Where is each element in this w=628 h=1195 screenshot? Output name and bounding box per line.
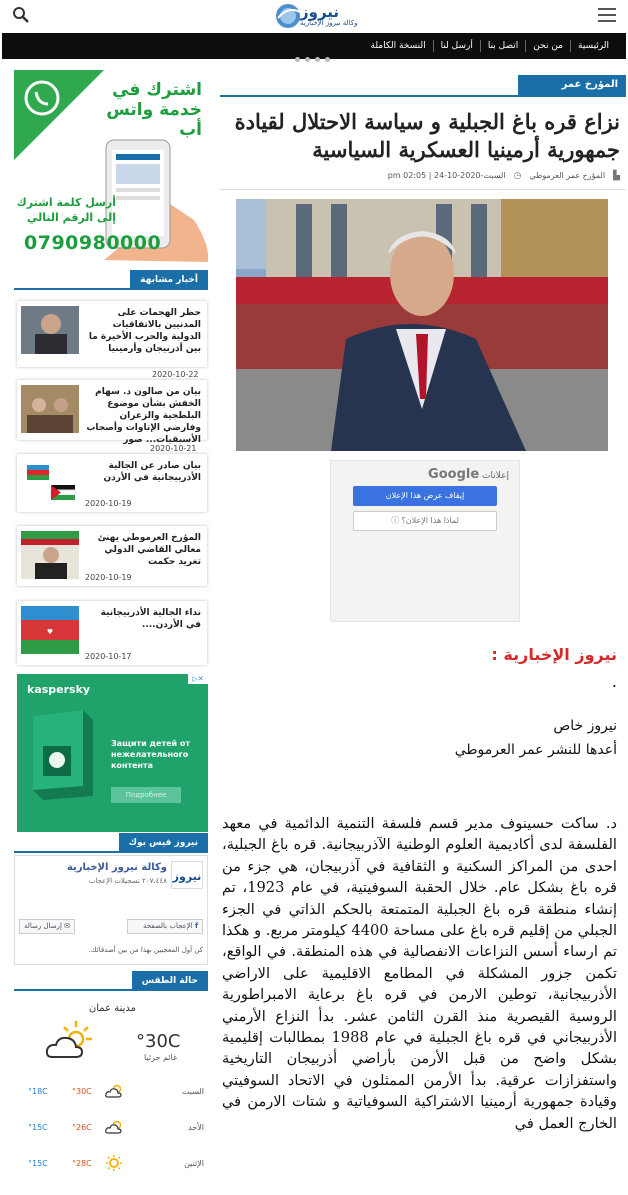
related-thumb — [21, 531, 79, 579]
related-title: نداء الجالية الأذربيجانية في الأردن.... — [100, 608, 201, 630]
whatsapp-banner[interactable] — [14, 70, 208, 262]
facebook-widget — [14, 855, 208, 965]
meta-divider — [220, 189, 626, 190]
ad-choices-icon[interactable]: ▷✕ — [188, 674, 208, 684]
article-body: د. ساكت حسينوف مدير قسم فلسفة التنمية الدائمية في معهد الفلسفة لدى أكاديمية العلوم الوطنية الآذربيجانية. قره باغ الجبلية، احدى من المراكز السكنية و الثقافية في آذربيجان، هي جزء من قره باغ بشكل عام. خلال الحقبة السوفيتية، في عام 1923، تم إنشاء منطقة قره باغ الجبلية المتمتعة بالحكم الذاتي في الجزء الجبلي من إقليم قره باغ على مساحة 4400 كيلومتر مربع. و هكذا تم ارساء أسس النزاعات الانفصالية في هذه المنطقة. في الواقع، تكمن جزور المشكلة في المطامع الاقليمية على الاراضي الأذربيجانية، توطين الارمن في قره باغ برعاية الامبراطورية الروسية القيصرية منذ القرن الثامن عشر. بدأ النزاع الأرمني الأذربيجاني في قره باغ الجبلية في عام 1988 بمطالبات إقليمية بشكل واضح من قبل الأرمن بأراضي أذربيجان التاريخية واستفزازات عرقية. بدأ الأرمن الممثلون في الاتحاد السوفيتي وقيادة جمهورية أرمينيا الاشتراكية السوفياتية و شتات الارمن في الخارج العمل في — [222, 815, 618, 1132]
whatsapp-instructions: أرسل كلمة اشترك إلى الرقم التالي — [16, 196, 116, 224]
clock-icon: ◷ — [513, 171, 522, 181]
stop-ad-button[interactable]: إيقاف عرض هذا الإعلان — [353, 486, 497, 506]
svg-text:♥: ♥ — [46, 628, 54, 636]
author-icon: ▙ — [613, 171, 620, 181]
kaspersky-more-button[interactable]: Подробнее — [111, 787, 181, 803]
weather-temp: °30C — [136, 1031, 181, 1052]
why-ad-button[interactable]: لماذا هذا الإعلان؟ ⓘ — [353, 511, 497, 531]
svg-text:نيروز: نيروز — [172, 870, 202, 883]
weather-city: مدينة عمان — [88, 1003, 136, 1014]
related-title: حظر الهجمات على المدنيين بالاتفاقيات الدولية والحرب الأخيرة ما بين أذربيجان وأرمينيا — [88, 308, 201, 354]
related-item[interactable] — [17, 601, 207, 665]
article-dot: . — [611, 672, 617, 691]
logo-text: نيروز — [300, 3, 340, 21]
related-date: 2020-10-22 — [152, 370, 199, 379]
logo-subtitle: وكالة نيروز الإخبارية — [300, 19, 358, 27]
related-thumb — [21, 385, 79, 433]
related-item[interactable] — [17, 301, 207, 367]
article-meta — [222, 171, 620, 181]
byline-1: نيروز خاص — [553, 718, 617, 734]
google-ad — [330, 460, 520, 622]
related-title: بيان صادر عن الجالية الأذربيجانية في الأردن — [103, 461, 201, 483]
category-tag[interactable]: المؤرخ عمر العرموطي — [518, 75, 626, 95]
nav-about[interactable]: من نحن — [525, 40, 570, 52]
related-date: 2020-10-19 — [85, 573, 132, 582]
kaspersky-product-box — [27, 706, 97, 800]
article-author[interactable]: المؤرخ عمر العرموطي — [529, 171, 606, 180]
related-date: 2020-10-21 — [150, 444, 197, 453]
whatsapp-number: 0790980000 — [24, 232, 162, 254]
nav-home[interactable]: الرئيسية — [570, 40, 616, 52]
forecast-row: الإثنين °28C °15C — [14, 1155, 208, 1175]
related-item[interactable] — [17, 380, 207, 445]
fb-page-name[interactable]: وكالة نيروز الإخبارية — [66, 862, 167, 873]
nav-contact[interactable]: اتصل بنا — [480, 40, 525, 52]
related-title: بيان من صالون د. سهام الخفش بشأن موضوع البلطجية والزعران وفارضي الإتاوات وأصحاب الأسبقيات... صور — [86, 387, 201, 445]
ad-header: إعلانات Google — [428, 467, 509, 482]
category-divider — [220, 95, 626, 97]
facebook-icon: f — [194, 922, 198, 930]
article-date: السبت-2020-10-24 | 02:05 pm — [387, 171, 506, 180]
weather-desc: غائم جزئيا — [144, 1053, 178, 1062]
search-icon[interactable] — [12, 6, 30, 24]
fb-like-button[interactable]: f الإعجاب بالصفحة — [127, 919, 203, 934]
related-date: 2020-10-19 — [85, 499, 132, 508]
partly-cloudy-icon — [104, 1083, 124, 1099]
article-title: نزاع قره باغ الجبلية و سياسة الاحتلال لقيادة جمهورية أرمينيا العسكرية السياسية — [234, 109, 620, 162]
kaspersky-ad[interactable] — [17, 674, 208, 832]
kaspersky-logo: kaspersky — [27, 683, 91, 696]
hamburger-menu-icon[interactable] — [598, 7, 616, 23]
forecast-row: الأحد °26C °15C — [14, 1119, 208, 1139]
sunny-icon — [104, 1155, 124, 1171]
weather-widget — [14, 995, 208, 1195]
facebook-heading: نيروز فيس بوك — [14, 833, 208, 853]
top-bar — [0, 0, 628, 30]
nav-send[interactable]: أرسل لنا — [433, 40, 480, 52]
forecast-row: السبت °30C °18C — [14, 1083, 208, 1103]
kaspersky-text: Защити детей от нежелательного контента — [111, 739, 191, 770]
nav-full-version[interactable]: النسخة الكاملة — [370, 41, 426, 51]
related-item[interactable] — [17, 454, 207, 512]
slider-dots — [295, 57, 330, 62]
related-item[interactable] — [17, 526, 207, 586]
whatsapp-title: اشترك في خدمة واتس أب — [106, 80, 202, 140]
related-heading: أخبار مشابهة — [14, 270, 208, 290]
related-thumb — [21, 606, 79, 654]
related-title: المؤرخ العرموطي يهنئ معالي القاضي الدولي تغريد حكمت — [97, 533, 201, 567]
fb-message-button[interactable]: ✉ إرسال رسالة — [19, 919, 75, 934]
related-thumb — [21, 306, 79, 354]
partly-cloudy-icon — [44, 1019, 94, 1063]
page-logo[interactable] — [171, 861, 203, 889]
related-date: 2020-10-17 — [85, 652, 132, 661]
byline-2: أعدها للنشر عمر العرموطي — [454, 742, 617, 758]
main-nav — [2, 33, 626, 59]
partly-cloudy-icon — [104, 1119, 124, 1135]
related-thumb — [21, 459, 79, 507]
weather-heading: حالة الطقس — [14, 971, 208, 991]
article-source: نيروز الإخبارية : — [491, 645, 617, 664]
fb-note: كن أول المعجبين بهذا من بين أصدقائك. — [88, 946, 203, 954]
article-photo — [236, 199, 608, 451]
fb-likes-count: ٢٠٧،٤٤٨ تسجيلات الإعجاب — [88, 877, 167, 885]
messenger-icon: ✉ — [64, 922, 70, 930]
